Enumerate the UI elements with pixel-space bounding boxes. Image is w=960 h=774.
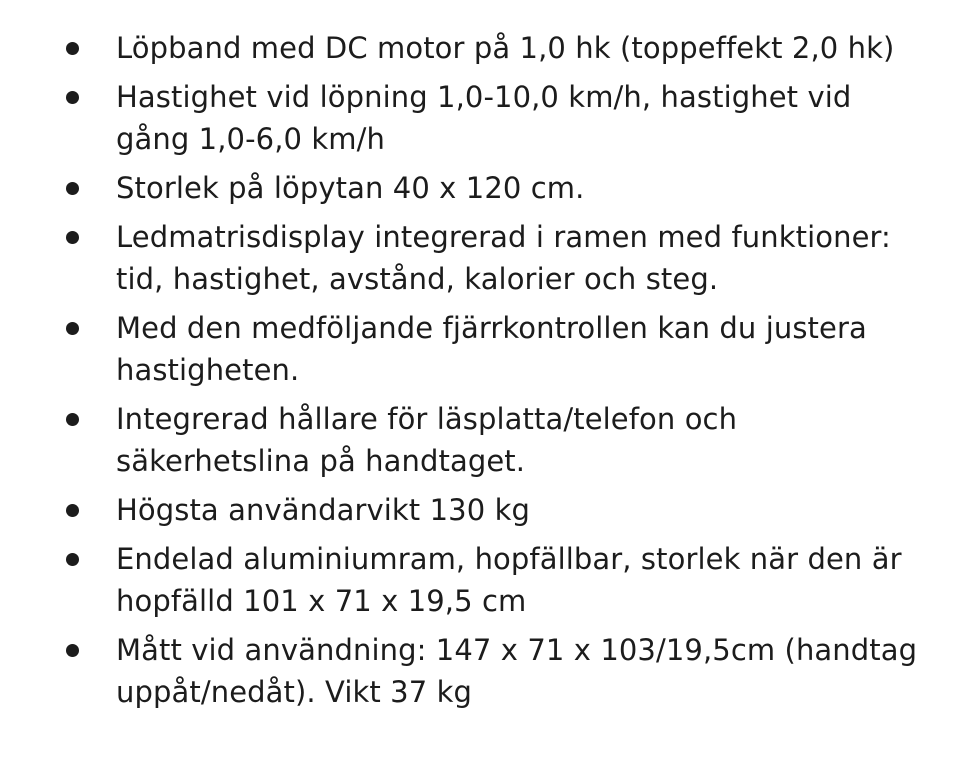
bullet-icon [66, 42, 79, 55]
list-item-max-weight [0, 489, 960, 531]
list-item-text: Integrerad hållare för läsplatta/telefon och säkerhetslina på handtaget. [116, 402, 738, 478]
list-item-remote [0, 307, 960, 391]
feature-list [0, 27, 960, 713]
list-item-holder [0, 398, 960, 482]
list-item-text: Löpband med DC motor på 1,0 hk (toppeffekt 2,0 hk) [116, 31, 895, 65]
list-item-text: Ledmatrisdisplay integrerad i ramen med funktioner: tid, hastighet, avstånd, kalorier och steg. [116, 220, 891, 296]
list-item-text: Med den medföljande fjärrkontrollen kan du justera hastigheten. [116, 311, 867, 387]
list-item-display [0, 216, 960, 300]
bullet-icon [66, 504, 79, 517]
list-item-text: Mått vid användning: 147 x 71 x 103/19,5cm (handtag uppåt/nedåt). Vikt 37 kg [116, 633, 918, 709]
list-item-text: Hastighet vid löpning 1,0-10,0 km/h, hastighet vid gång 1,0-6,0 km/h [116, 80, 852, 156]
bullet-icon [66, 91, 79, 104]
bullet-icon [66, 231, 79, 244]
bullet-icon [66, 182, 79, 195]
list-item-dimensions [0, 629, 960, 713]
list-item-running-surface [0, 167, 960, 209]
list-item-motor [0, 27, 960, 69]
bullet-icon [66, 644, 79, 657]
list-item-speed [0, 76, 960, 160]
list-item-text: Högsta användarvikt 130 kg [116, 493, 530, 527]
list-item-text: Endelad aluminiumram, hopfällbar, storlek när den är hopfälld 101 x 71 x 19,5 cm [116, 542, 902, 618]
bullet-icon [66, 413, 79, 426]
bullet-icon [66, 553, 79, 566]
list-item-frame [0, 538, 960, 622]
list-item-text: Storlek på löpytan 40 x 120 cm. [116, 171, 585, 205]
bullet-icon [66, 322, 79, 335]
